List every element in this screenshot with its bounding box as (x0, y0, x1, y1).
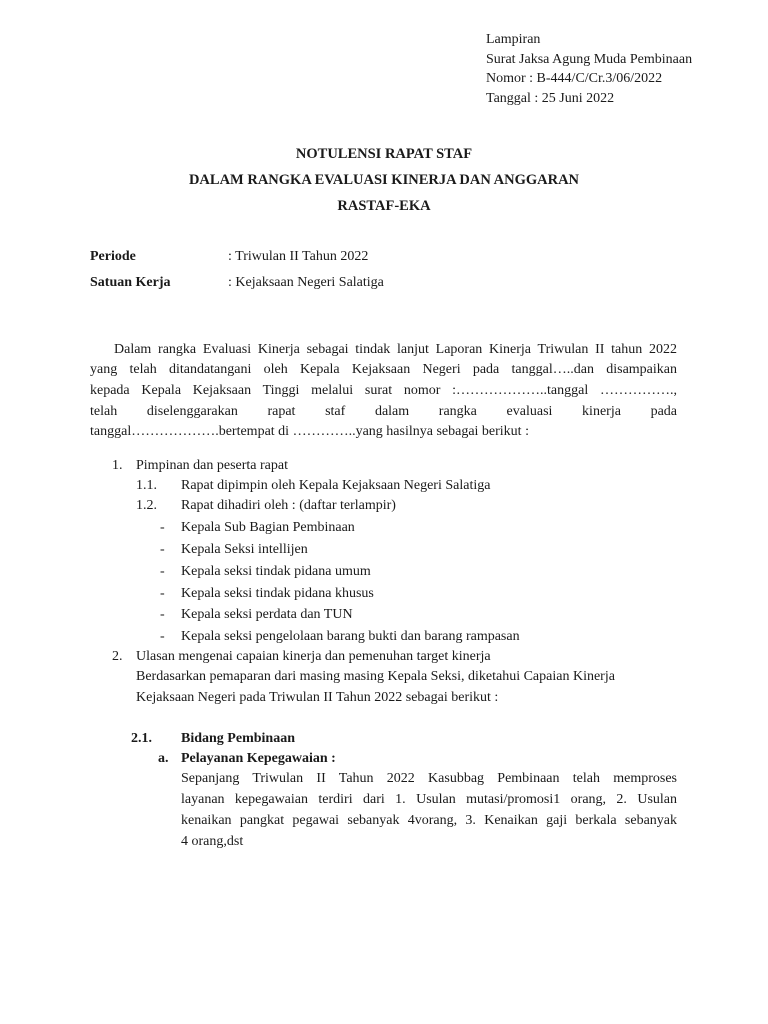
item-a-line-2: layanan kepegawaian terdiri dari 1. Usulan mutasi/promosi1 orang, 2. Usulan (181, 792, 677, 807)
subsection-1-2-number: 1.2. (136, 498, 157, 513)
intro-line-2: yang telah ditandatangani oleh Kepala Kejaksaan Negeri pada tanggal…..dan disampaikan (90, 362, 677, 377)
subsection-1-1-text: Rapat dipimpin oleh Kepala Kejaksaan Negeri Salatiga (181, 478, 491, 493)
attendee-bullet: - (160, 629, 165, 644)
item-a-title: Pelayanan Kepegawaian : (181, 751, 336, 766)
item-a-line-3: kenaikan pangkat pegawai sebanyak 4vorang, 3. Kenaikan gaji berkala sebanyak (181, 813, 677, 828)
attendee-bullet: - (160, 586, 165, 601)
intro-line-3: kepada Kepala Kejaksaan Tinggi melalui surat nomor :………………..tanggal ……………., (90, 383, 677, 398)
item-a-letter: a. (158, 751, 169, 766)
period-label: Periode (90, 249, 136, 264)
attendee-item: Kepala seksi pengelolaan barang bukti dan barang rampasan (181, 629, 520, 644)
section-1-title: Pimpinan dan peserta rapat (136, 458, 289, 473)
attendee-bullet: - (160, 564, 165, 579)
document-title: NOTULENSI RAPAT STAF (295, 146, 473, 162)
attachment-block (486, 30, 692, 108)
subsection-2-1-number: 2.1. (131, 731, 152, 746)
section-2-desc-line-1: Berdasarkan pemaparan dari masing masing Kepala Seksi, diketahui Capaian Kinerja (136, 669, 615, 684)
attachment-label: Lampiran (486, 32, 541, 47)
item-a-line-1: Sepanjang Triwulan II Tahun 2022 Kasubbag Pembinaan telah memproses (181, 771, 677, 786)
attendee-item: Kepala seksi tindak pidana umum (181, 564, 371, 579)
unit-value: : Kejaksaan Negeri Salatiga (228, 275, 384, 290)
section-2-title: Ulasan mengenai capaian kinerja dan pemenuhan target kinerja (136, 649, 491, 664)
intro-line-1: Dalam rangka Evaluasi Kinerja sebagai tindak lanjut Laporan Kinerja Triwulan II tahun 2022 (114, 342, 677, 357)
attendee-bullet: - (160, 542, 165, 557)
document-code: RASTAF-EKA (337, 198, 431, 214)
attendee-item: Kepala Seksi intellijen (181, 542, 308, 557)
attendee-item: Kepala seksi perdata dan TUN (181, 607, 353, 622)
attachment-number: Nomor : B-444/C/Cr.3/06/2022 (486, 71, 663, 86)
attendee-bullet: - (160, 607, 165, 622)
intro-line-4: telah diselenggarakan rapat staf dalam rangka evaluasi kinerja pada (90, 404, 677, 419)
attachment-letter: Surat Jaksa Agung Muda Pembinaan (486, 51, 693, 67)
subsection-1-2-text: Rapat dihadiri oleh : (daftar terlampir) (181, 498, 396, 513)
item-a-line-4: 4 orang,dst (181, 834, 244, 849)
attachment-date: Tanggal : 25 Juni 2022 (486, 90, 615, 106)
attendee-bullet: - (160, 520, 165, 535)
subsection-2-1-title: Bidang Pembinaan (181, 731, 295, 746)
unit-label: Satuan Kerja (90, 275, 171, 290)
intro-line-5: tanggal……………….bertempat di …………..yang hasilnya sebagai berikut : (90, 424, 529, 439)
attendee-item: Kepala Sub Bagian Pembinaan (181, 520, 355, 535)
subsection-1-1-number: 1.1. (136, 478, 157, 493)
period-value: : Triwulan II Tahun 2022 (228, 249, 369, 264)
section-2-number: 2. (112, 649, 123, 664)
document-subtitle: DALAM RANGKA EVALUASI KINERJA DAN ANGGARAN (188, 172, 580, 188)
section-2-desc-line-2: Kejaksaan Negeri pada Triwulan II Tahun 2022 sebagai berikut : (136, 690, 499, 705)
section-1-number: 1. (112, 458, 123, 473)
attendee-item: Kepala seksi tindak pidana khusus (181, 586, 374, 601)
